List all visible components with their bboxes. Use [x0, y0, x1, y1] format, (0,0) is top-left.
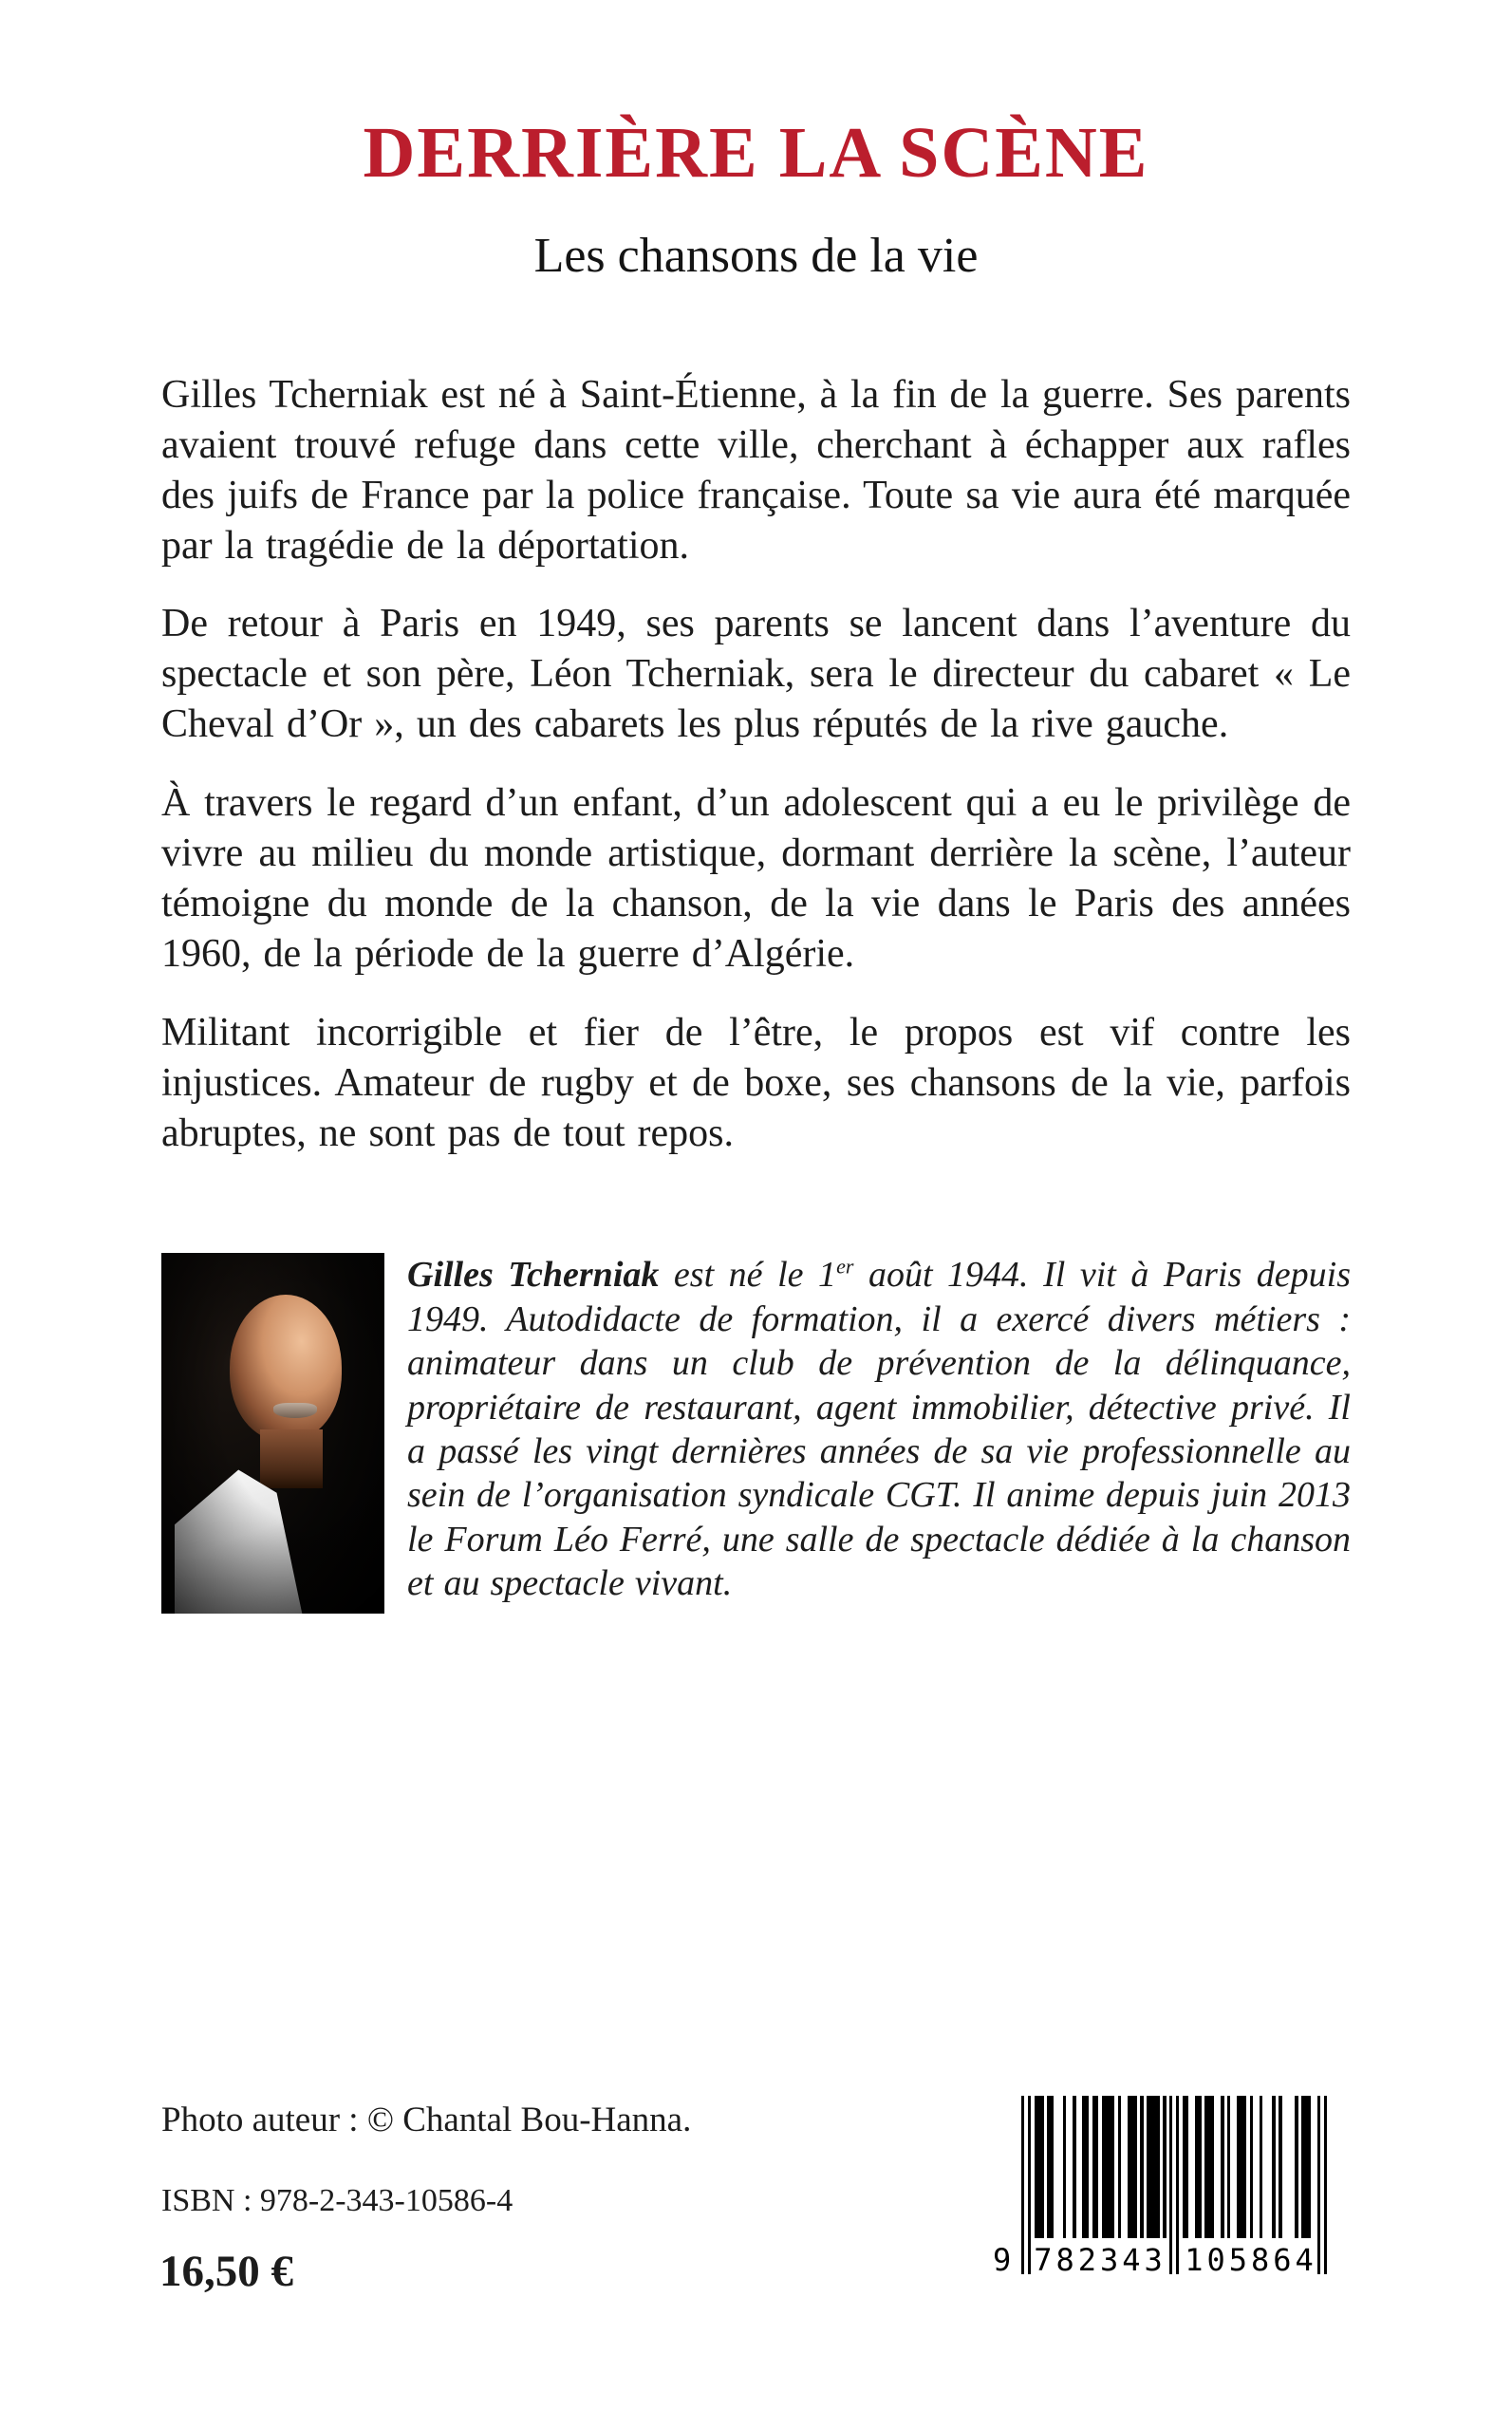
author-bio-text-2: août 1944. Il vit à Paris depuis 1949. Autodidacte de formation, il a exercé divers métiers : animateur dans un club de prévention de la délinquance, propriétaire de restaurant, agent immobilier, détective privé. Il a passé les vingt dernières années de sa vie professionnelle au sein de l’organisation syndicale CGT. Il anime depuis juin 2013 le Forum Léo Ferré, une salle de spectacle dédiée à la chanson et au spectacle vivant.	[407, 1255, 1352, 1603]
author-section	[161, 1253, 1351, 1614]
barcode-right-group: 105864	[1185, 2242, 1317, 2278]
author-bio-name: Gilles Tcherniak	[407, 1255, 660, 1296]
isbn: ISBN : 978-2-343-10586-4	[161, 2183, 513, 2218]
barcode-digits	[993, 2240, 1329, 2278]
ean13-barcode	[993, 2096, 1329, 2282]
author-photo-head	[230, 1295, 342, 1441]
synopsis-paragraph-3: À travers le regard d’un enfant, d’un adolescent qui a eu le privilège de vivre au milieu du monde artistique, dormant derrière la scène, l’auteur témoigne du monde de la chanson, de la vie dans le Paris des années 1960, de la période de la guerre d’Algérie.	[161, 781, 1351, 976]
photo-credit: Photo auteur : © Chantal Bou-Hanna.	[161, 2101, 692, 2139]
synopsis-paragraph-4: Militant incorrigible et fier de l’être, le propos est vif contre les injustices. Amateur de rugby et de boxe, ses chansons de la vie, parfois abruptes, ne sont pas de tout repos.	[161, 1010, 1351, 1155]
price: 16,50 €	[159, 2247, 293, 2296]
book-title: DERRIÈRE LA SCÈNE	[363, 113, 1149, 193]
synopsis-paragraph-2: De retour à Paris en 1949, ses parents se lancent dans l’aventure du spectacle et son père, Léon Tcherniak, sera le directeur du cabaret « Le Cheval d’Or », un des cabarets les plus réputés de la rive gauche.	[161, 602, 1351, 747]
author-photo	[161, 1253, 384, 1614]
synopsis	[161, 370, 1351, 1159]
barcode-first-digit: 9	[993, 2242, 1012, 2278]
barcode-bars	[1021, 2096, 1329, 2238]
author-bio-ordinal: er	[836, 1254, 854, 1279]
author-bio	[407, 1253, 1351, 1614]
barcode-left-group: 782343	[1034, 2242, 1167, 2278]
synopsis-paragraph-1: Gilles Tcherniak est né à Saint-Étienne, à la fin de la guerre. Ses parents avaient trouvé refuge dans cette ville, cherchant à échapper aux rafles des juifs de France par la police française. Toute sa vie aura été marquée par la tragédie de la déportation.	[161, 372, 1351, 568]
author-photo-shirt-collar	[175, 1469, 334, 1614]
author-photo-neck	[260, 1429, 323, 1488]
author-bio-text-1: est né le 1	[659, 1255, 837, 1296]
author-photo-mustache	[273, 1403, 317, 1418]
book-subtitle: Les chansons de la vie	[533, 229, 979, 284]
